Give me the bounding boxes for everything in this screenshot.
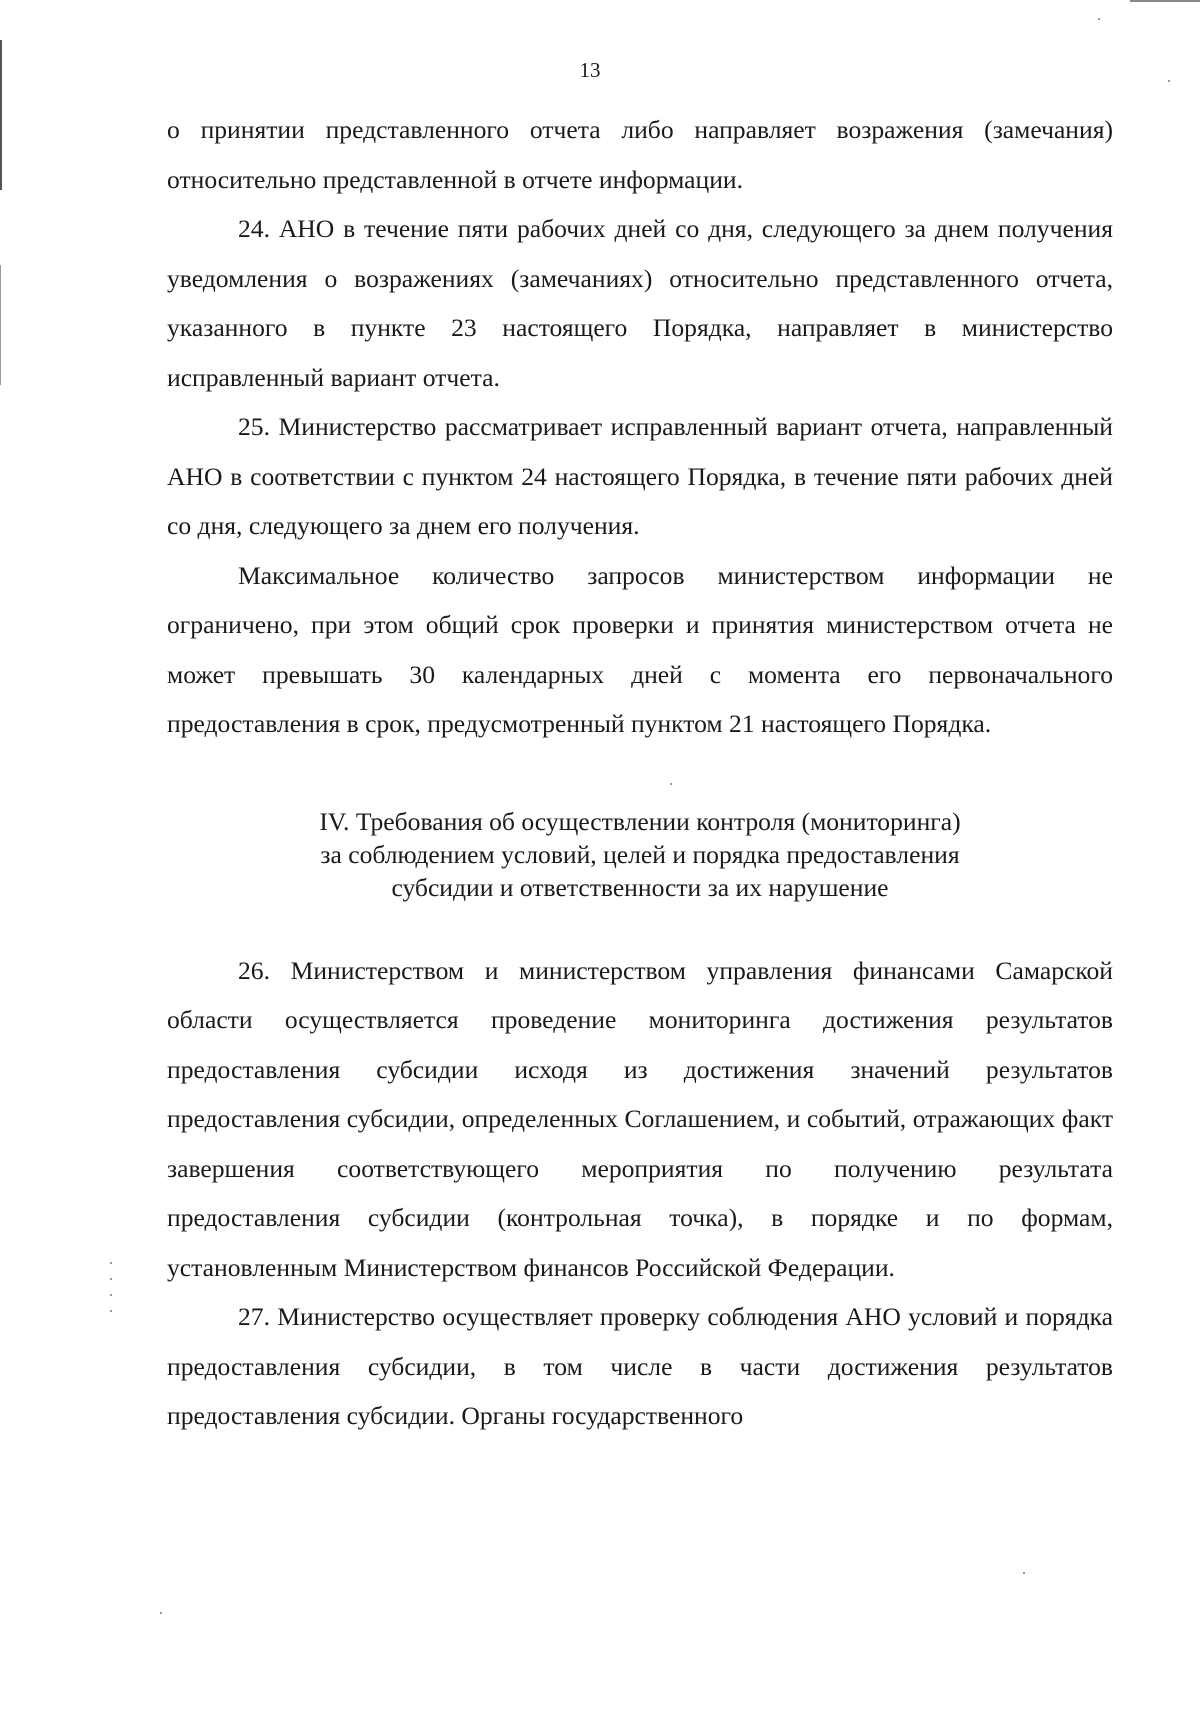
scan-margin-line	[0, 40, 2, 190]
scan-speck	[1098, 18, 1100, 20]
scan-speck	[110, 1310, 112, 1312]
paragraph-27: 27. Министерство осуществляет проверку соблюдения АНО условий и порядка предоставления субсидии, в том числе в части достижения результатов предоставления субсидии. Органы государственного	[167, 1302, 1113, 1430]
scan-speck	[160, 1612, 162, 1614]
paragraph-continuation: о принятии представленного отчета либо направляет возражения (замечания) относительно представленной в отчете информации.	[167, 115, 1113, 194]
scan-speck	[110, 1294, 112, 1296]
scan-corner-mark	[1130, 0, 1200, 2]
paragraph-26: 26. Министерством и министерством управления финансами Самарской области осуществляется проведение мониторинга достижения результатов предоставления субсидии исходя из достижения значений результатов предоставления субсидии, определенных Соглашением, и событий, отражающих факт завершения соответствующего мероприятия по получению результата предоставления субсидии (контрольная точка), в порядке и по формам, установленным Министерством финансов Российской Федерации.	[167, 955, 1113, 1282]
section-heading	[167, 805, 1113, 904]
scan-speck	[1023, 1572, 1025, 1574]
section-heading-line1: IV. Требования об осуществлении контроля (мониторинга)	[319, 806, 961, 836]
scan-speck	[1168, 80, 1170, 82]
section-heading-line3: субсидии и ответственности за их нарушение	[391, 872, 889, 902]
paragraph-max-requests: Максимальное количество запросов министерством информации не ограничено, при этом общий срок проверки и принятия министерством отчета не может превышать 30 календарных дней с момента его первоначального предоставления в срок, предусмотренный пунктом 21 настоящего Порядка.	[167, 560, 1113, 738]
scan-margin-line	[0, 265, 1, 385]
paragraph-24: 24. АНО в течение пяти рабочих дней со дня, следующего за днем получения уведомления о возражениях (замечаниях) относительно представленного отчета, указанного в пункте 23 настоящего Порядка, направляет в министерство исправленный вариант отчета.	[167, 214, 1113, 392]
section-heading-line2: за соблюдением условий, целей и порядка предоставления	[320, 839, 960, 869]
document-body	[167, 105, 1113, 1441]
scan-speck	[110, 1262, 112, 1264]
page-number: 13	[579, 58, 601, 82]
paragraph-25: 25. Министерство рассматривает исправленный вариант отчета, направленный АНО в соответствии с пунктом 24 настоящего Порядка, в течение пяти рабочих дней со дня, следующего за днем его получения.	[167, 412, 1113, 540]
scan-speck	[110, 1278, 112, 1280]
